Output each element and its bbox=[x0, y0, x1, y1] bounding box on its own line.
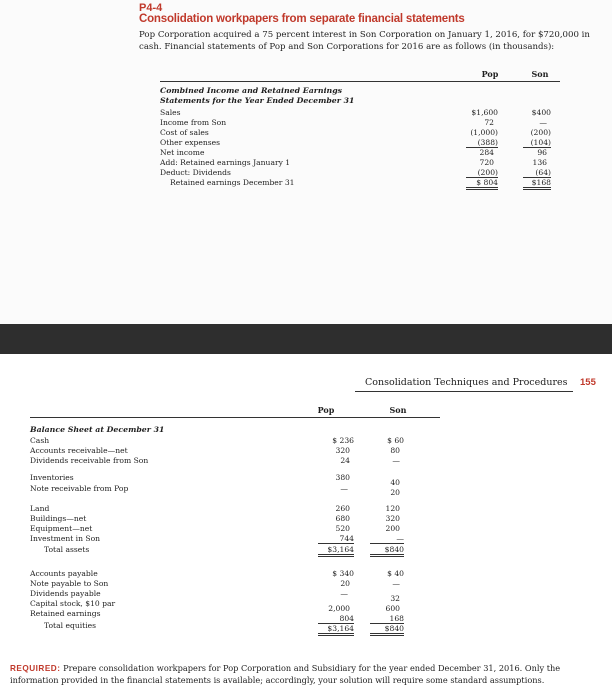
balance-son-value: $ 40 bbox=[387, 569, 404, 578]
balance-row-label: Dividends receivable from Son bbox=[30, 456, 149, 465]
balance-son-value: 168 bbox=[370, 614, 404, 624]
balance-row-label: Accounts receivable—net bbox=[30, 446, 128, 455]
header-rule bbox=[30, 417, 440, 418]
balance-pop-value: 804 bbox=[318, 614, 354, 624]
required-label: REQUIRED: bbox=[10, 664, 61, 673]
balance-row-label: Accounts payable bbox=[30, 569, 98, 578]
balance-pop-value: 20 bbox=[340, 579, 350, 588]
required-text: Prepare consolidation workpapers for Pop Corporation and Subsidiary for the year ended December 31, 2016. Only the information provided in the financial statements is available; accordingly, your solution will require some standard assumptions. bbox=[10, 663, 561, 685]
balance-pop-value: $3,164 bbox=[318, 624, 354, 636]
balance-son-value: 320 bbox=[385, 514, 400, 523]
income-son-value: $400 bbox=[531, 108, 551, 117]
balance-pop-value: 680 bbox=[335, 514, 350, 523]
income-row-label: Retained earnings December 31 bbox=[170, 178, 295, 187]
income-son-value: 136 bbox=[532, 158, 547, 167]
page-divider bbox=[0, 324, 612, 354]
income-row-label: Cost of sales bbox=[160, 128, 209, 137]
chapter-rule bbox=[355, 391, 573, 392]
balance-son-value: 80 bbox=[390, 446, 400, 455]
income-son-value: (200) bbox=[530, 128, 551, 137]
income-pop-value: $ 804 bbox=[466, 178, 498, 190]
income-statement-title-line1: Combined Income and Retained Earnings bbox=[160, 86, 343, 95]
income-son-value: (104) bbox=[523, 138, 551, 148]
balance-son-value: $840 bbox=[370, 624, 404, 636]
problem-title: Consolidation workpapers from separate financial statements bbox=[139, 13, 465, 25]
balance-row-label: Note receivable from Pop bbox=[30, 484, 129, 493]
income-pop-value: (1,000) bbox=[470, 128, 498, 137]
balance-pop-value: 260 bbox=[335, 504, 350, 513]
balance-row-label: Land bbox=[30, 504, 50, 513]
income-pop-value: 284 bbox=[479, 148, 494, 157]
income-pop-value: $1,600 bbox=[471, 108, 498, 117]
income-row-label: Other expenses bbox=[160, 138, 221, 147]
balance-son-value: — bbox=[370, 534, 404, 544]
balance-son-value: $840 bbox=[370, 545, 404, 557]
balance-row-label: Buildings—net bbox=[30, 514, 87, 523]
income-row-label: Income from Son bbox=[160, 118, 227, 127]
balance-pop-value: $3,164 bbox=[318, 545, 354, 557]
balance-pop-value: — bbox=[340, 484, 348, 493]
balance-row-label: Cash bbox=[30, 436, 50, 445]
balance-pop-value: 24 bbox=[340, 456, 350, 465]
income-row-label: Net income bbox=[160, 148, 205, 157]
income-row-label: Add: Retained earnings January 1 bbox=[160, 158, 291, 167]
balance-row-label: Total assets bbox=[44, 545, 90, 554]
balance-pop-value: 380 bbox=[335, 473, 350, 482]
income-son-value: $168 bbox=[523, 178, 551, 190]
balance-son-value: — bbox=[392, 456, 400, 465]
balance-son-value: 32 bbox=[390, 594, 400, 603]
column-header-pop: Pop bbox=[317, 405, 335, 415]
balance-pop-value: $ 236 bbox=[332, 436, 354, 445]
problem-number: P4-4 bbox=[139, 2, 163, 14]
balance-pop-value: — bbox=[340, 589, 348, 598]
chapter-title: Consolidation Techniques and Procedures bbox=[365, 377, 568, 388]
column-header-son: Son bbox=[531, 69, 549, 79]
income-pop-value: (388) bbox=[466, 138, 498, 148]
income-row-label: Sales bbox=[160, 108, 181, 117]
income-pop-value: (200) bbox=[466, 168, 498, 178]
balance-son-value: 40 bbox=[390, 478, 400, 487]
balance-row-label: Investment in Son bbox=[30, 534, 101, 543]
balance-son-value: 120 bbox=[385, 504, 400, 513]
balance-row-label: Equipment—net bbox=[30, 524, 93, 533]
column-header-son: Son bbox=[389, 405, 407, 415]
balance-row-label: Capital stock, $10 par bbox=[30, 599, 116, 608]
income-son-value: — bbox=[539, 118, 547, 127]
income-son-value: 96 bbox=[537, 148, 547, 157]
balance-son-value: 20 bbox=[390, 488, 400, 497]
balance-sheet-title: Balance Sheet at December 31 bbox=[30, 425, 165, 434]
balance-pop-value: 520 bbox=[335, 524, 350, 533]
required-instructions bbox=[10, 663, 600, 686]
balance-pop-value: 744 bbox=[318, 534, 354, 544]
balance-row-label: Inventories bbox=[30, 473, 74, 482]
column-header-pop: Pop bbox=[481, 69, 499, 79]
income-pop-value: 72 bbox=[484, 118, 494, 127]
balance-son-value: 600 bbox=[385, 604, 400, 613]
header-rule bbox=[160, 81, 560, 82]
balance-son-value: $ 60 bbox=[387, 436, 404, 445]
income-statement-title-line2: Statements for the Year Ended December 31 bbox=[160, 96, 355, 105]
balance-row-label: Total equities bbox=[44, 621, 97, 630]
income-row-label: Deduct: Dividends bbox=[160, 168, 231, 177]
top-page bbox=[0, 0, 612, 324]
problem-intro: Pop Corporation acquired a 75 percent interest in Son Corporation on January 1, 2016, for $720,000 in cash. Financial statements of Pop and Son Corporations for 2016 are as follows (in thousands): bbox=[139, 30, 590, 52]
balance-pop-value: 2,000 bbox=[328, 604, 350, 613]
balance-row-label: Note payable to Son bbox=[30, 579, 109, 588]
balance-pop-value: 320 bbox=[335, 446, 350, 455]
balance-pop-value: $ 340 bbox=[332, 569, 354, 578]
balance-row-label: Dividends payable bbox=[30, 589, 101, 598]
page-number: 155 bbox=[580, 377, 596, 388]
income-pop-value: 720 bbox=[479, 158, 494, 167]
balance-son-value: — bbox=[392, 579, 400, 588]
balance-row-label: Retained earnings bbox=[30, 609, 101, 618]
balance-son-value: 200 bbox=[385, 524, 400, 533]
income-son-value: (64) bbox=[523, 168, 551, 178]
